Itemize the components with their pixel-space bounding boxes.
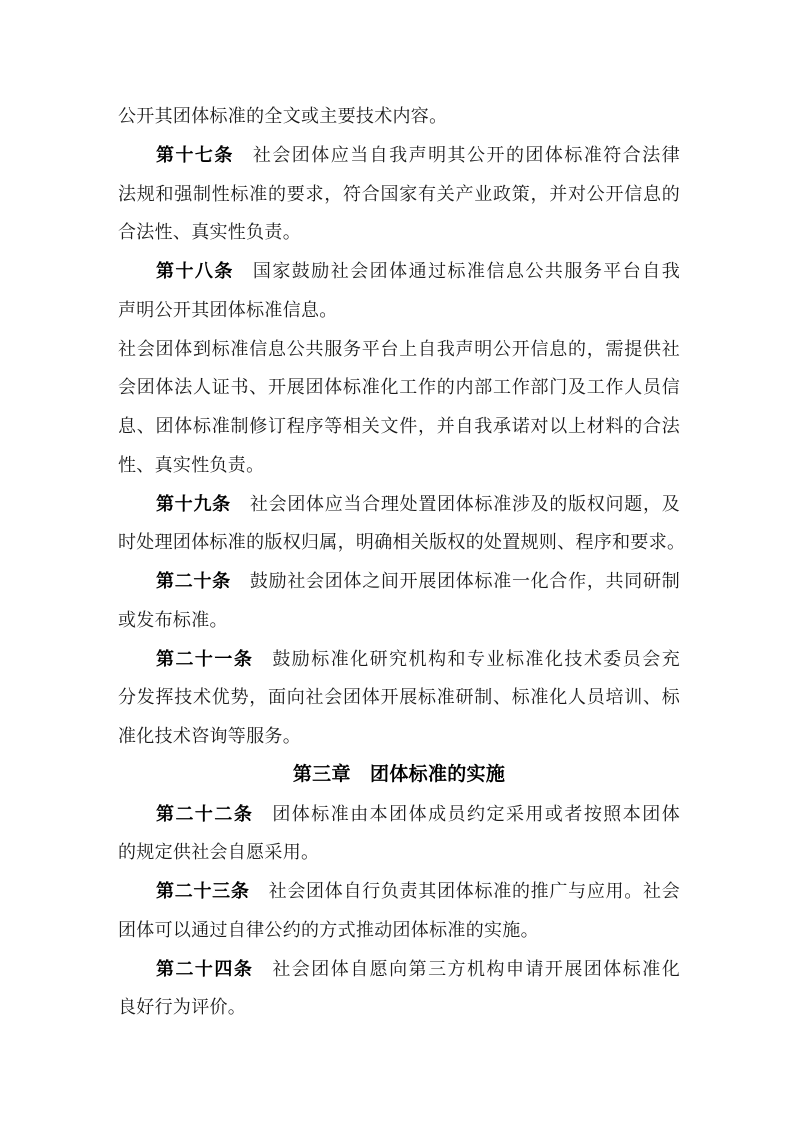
text-line (118, 330, 680, 369)
line-text: 团体标准由本团体成员约定采用或者按照本团体 (272, 803, 680, 824)
text-line (118, 252, 680, 291)
line-text: 分发挥技术优势，面向社会团体开展标准研制、标准化人员培训、标 (118, 687, 680, 708)
article-number: 第二十二条 (156, 803, 254, 824)
line-text: 团体可以通过自律公约的方式推动团体标准的实施。 (118, 919, 539, 940)
text-line (118, 678, 680, 717)
line-text: 社会团体应当合理处置团体标准涉及的版权问题，及 (249, 493, 680, 514)
line-text: 会团体法人证书、开展团体标准化工作的内部工作部门及工作人员信 (118, 377, 680, 398)
article-number: 第二十条 (156, 571, 231, 591)
text-line (118, 872, 680, 911)
line-text: 法规和强制性标准的要求，符合国家有关产业政策，并对公开信息的 (118, 183, 680, 204)
text-line (118, 523, 686, 562)
line-text: 准化技术咨询等服务。 (118, 726, 301, 746)
chapter-heading (118, 756, 680, 795)
line-text: 鼓励标准化研究机构和专业标准化技术委员会充 (272, 648, 680, 669)
text-line (118, 213, 680, 252)
article-number: 第十七条 (156, 144, 234, 165)
text-line (118, 485, 680, 524)
line-text: 社会团体自行负责其团体标准的推广与应用。社会 (268, 881, 680, 901)
line-text: 鼓励社会团体之间开展团体标准一化合作，共同研制 (249, 571, 680, 591)
line-text: 社会团体自愿向第三方机构申请开展团体标准化 (272, 958, 680, 979)
text-line (118, 446, 680, 485)
article-number: 第二十三条 (156, 881, 250, 901)
line-text: 时处理团体标准的版权归属，明确相关版权的处置规则、程序和要求。 (118, 532, 686, 553)
text-line (118, 717, 680, 756)
line-text: 合法性、真实性负责。 (118, 222, 301, 243)
chapter-heading-text: 第三章 团体标准的实施 (292, 763, 506, 785)
text-line (118, 950, 680, 989)
line-text: 或发布标准。 (118, 609, 228, 630)
text-line (118, 795, 680, 834)
text-line (118, 601, 680, 640)
line-text: 社会团体应当自我声明其公开的团体标准符合法律 (252, 144, 680, 165)
text-line (118, 562, 680, 601)
text-line (118, 97, 680, 136)
text-line (118, 911, 680, 950)
text-line (118, 136, 680, 175)
line-text: 性、真实性负责。 (118, 454, 265, 475)
text-line (118, 291, 680, 330)
text-line (118, 640, 680, 679)
article-number: 第十九条 (156, 493, 231, 514)
line-text: 的规定供社会自愿采用。 (118, 842, 320, 863)
article-number: 第二十四条 (156, 958, 254, 979)
article-number: 第十八条 (156, 261, 234, 281)
text-line (118, 407, 680, 446)
line-text: 息、团体标准制修订程序等相关文件，并自我承诺对以上材料的合法 (118, 416, 680, 436)
line-text: 社会团体到标准信息公共服务平台上自我声明公开信息的，需提供社 (118, 338, 680, 359)
article-number: 第二十一条 (156, 648, 254, 669)
text-line (118, 833, 680, 872)
line-text: 良好行为评价。 (118, 997, 247, 1018)
line-text: 国家鼓励社会团体通过标准信息公共服务平台自我 (252, 261, 680, 281)
line-text: 公开其团体标准的全文或主要技术内容。 (118, 106, 448, 126)
text-line (118, 368, 680, 407)
text-line (118, 988, 680, 1027)
line-text: 声明公开其团体标准信息。 (118, 299, 338, 320)
text-line (118, 175, 680, 214)
